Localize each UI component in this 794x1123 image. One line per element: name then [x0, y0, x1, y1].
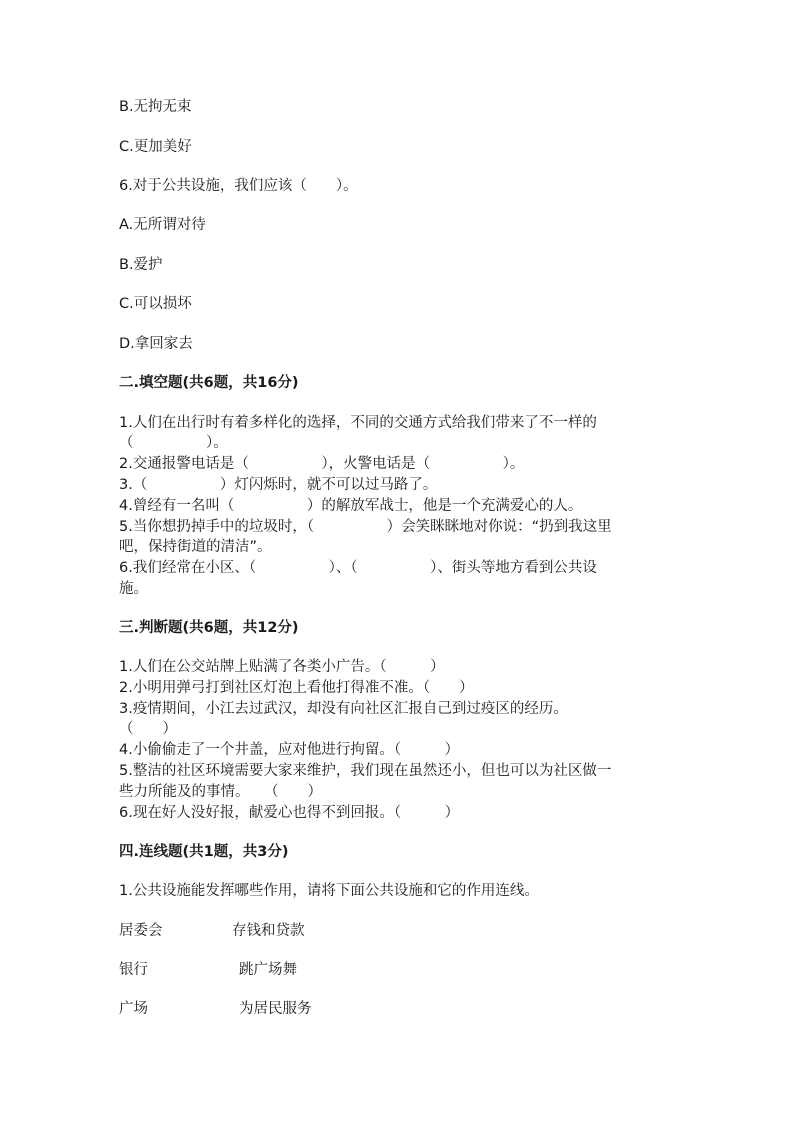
fill-q5-line2: 吧，保持街道的清洁”。 — [119, 539, 272, 555]
judge-q1: 1.人们在公交站牌上贴满了各类小广告。（ ） — [119, 659, 445, 675]
judge-q4: 4.小偷偷走了一个井盖，应对他进行拘留。（ ） — [119, 742, 460, 758]
judge-q5-line2: 些力所能及的事情。 （ ） — [119, 784, 322, 800]
judge-q6: 6.现在好人没好报，献爱心也得不到回报。（ ） — [119, 805, 460, 821]
section-2-title: 二.填空题(共6题，共16分) — [119, 375, 299, 391]
q6-option-c: C.可以损坏 — [119, 296, 192, 312]
match-right-item: 存钱和贷款 — [232, 923, 305, 939]
q6-option-b: B.爱护 — [119, 257, 163, 273]
fill-q2: 2.交通报警电话是（ ），火警电话是（ ）。 — [119, 456, 525, 472]
fill-q1-line2: （ ）。 — [119, 435, 228, 451]
match-right-item: 跳广场舞 — [239, 962, 297, 978]
q6-option-a: A.无所谓对待 — [119, 217, 206, 233]
fill-q5-line1: 5.当你想扔掉手中的垃圾时，（ ）会笑眯眯地对你说：“扔到我这里 — [119, 519, 612, 535]
fill-q4: 4.曾经有一名叫（ ）的解放军战士，他是一个充满爱心的人。 — [119, 498, 583, 514]
fill-q6-line2: 施。 — [119, 581, 148, 597]
match-right-item: 为居民服务 — [239, 1001, 312, 1017]
q6-option-d: D.拿回家去 — [119, 336, 193, 352]
option-c: C.更加美好 — [119, 139, 192, 155]
match-q1-stem: 1.公共设施能发挥哪些作用，请将下面公共设施和它的作用连线。 — [119, 883, 539, 899]
section-3-title: 三.判断题(共6题，共12分) — [119, 620, 299, 636]
fill-q6-line1: 6.我们经常在小区、（ ）、（ ）、街头等地方看到公共设 — [119, 560, 597, 576]
judge-q3-line2: （ ） — [119, 721, 177, 737]
judge-q3-line1: 3.疫情期间，小江去过武汉，却没有向社区汇报自己到过疫区的经历。 — [119, 701, 568, 717]
judge-q5-line1: 5.整洁的社区环境需要大家来维护，我们现在虽然还小，但也可以为社区做一 — [119, 763, 612, 779]
fill-q3: 3.（ ）灯闪烁时，就不可以过马路了。 — [119, 477, 438, 493]
option-b: B.无拘无束 — [119, 99, 192, 115]
fill-q1-line1: 1.人们在出行时有着多样化的选择，不同的交通方式给我们带来了不一样的 — [119, 415, 597, 431]
judge-q2: 2.小明用弹弓打到社区灯泡上看他打得准不准。（ ） — [119, 680, 474, 696]
section-4-title: 四.连线题(共1题，共3分) — [119, 844, 289, 860]
match-left-item: 广场 — [119, 1001, 148, 1017]
match-left-item: 居委会 — [119, 923, 163, 939]
question-6-stem: 6.对于公共设施，我们应该（ ）。 — [119, 178, 358, 194]
match-left-item: 银行 — [119, 962, 148, 978]
